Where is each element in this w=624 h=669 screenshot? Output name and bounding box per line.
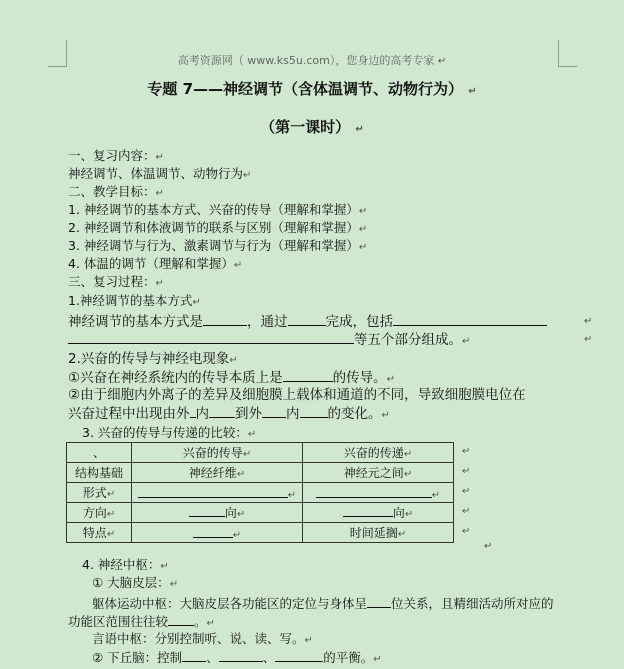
row-end-mark-icon: ↵ [462, 486, 471, 497]
table-cell [303, 483, 454, 503]
paragraph-mark-icon: ↵ [431, 489, 441, 501]
paragraph-mark-icon: ↵ [397, 529, 407, 540]
fill-blank[interactable] [219, 648, 263, 662]
table-cell: 向↵ [303, 503, 454, 523]
part-2-line-3: 兴奋过程中出现由外 内 到外 内 的变化。↵ [68, 406, 390, 422]
fill-blank[interactable] [168, 612, 194, 626]
table-cell [132, 483, 303, 503]
table-row [67, 503, 454, 523]
paragraph-mark-icon: ↵ [462, 336, 471, 347]
paragraph-mark-icon: ↵ [236, 509, 246, 520]
paragraph-mark-icon: ↵ [206, 618, 215, 629]
part-1-line-2: 等五个部分组成。↵ [68, 330, 470, 351]
table-row [67, 523, 454, 543]
paragraph-mark-icon: ↵ [404, 509, 414, 520]
part-3-heading: 3. 兴奋的传导与传递的比较：↵ [82, 425, 257, 440]
comparison-table [66, 442, 454, 543]
table-row [67, 443, 454, 463]
part-4-item-1: ① 大脑皮层：↵ [92, 575, 179, 590]
paragraph-mark-icon: ↵ [236, 469, 246, 480]
fill-blank[interactable] [193, 525, 233, 538]
table-cell: 、 [67, 443, 132, 463]
paragraph-mark-icon: ↵ [169, 579, 179, 590]
paragraph-mark-icon: ↵ [242, 449, 252, 460]
fill-blank[interactable] [393, 312, 547, 326]
paragraph-mark-icon: ↵ [287, 489, 297, 501]
row-end-mark-icon: ↵ [462, 466, 471, 477]
fill-blank[interactable] [367, 594, 391, 608]
paragraph-mark-icon: ↵ [355, 124, 364, 135]
paragraph-mark-icon: ↵ [160, 561, 169, 572]
paragraph-mark-icon: ↵ [232, 529, 242, 541]
fill-blank[interactable] [209, 404, 235, 418]
fill-blank[interactable] [275, 648, 323, 662]
document-subtitle [0, 116, 624, 137]
paragraph-mark-icon: ↵ [247, 429, 257, 440]
table-row-label: 形式↵ [67, 483, 132, 503]
paragraph-mark-icon: ↵ [106, 509, 116, 520]
fill-blank[interactable] [288, 312, 326, 326]
paragraph-mark-icon: ↵ [584, 316, 593, 327]
row-end-mark-icon: ↵ [462, 526, 471, 537]
paragraph-mark-icon: ↵ [468, 86, 477, 97]
table-cell: 时间延搁↵ [303, 523, 454, 543]
table-cell: 向↵ [132, 503, 303, 523]
paragraph-mark-icon: ↵ [358, 206, 368, 217]
part-1-line-1: 神经调节的基本方式是 ，通过 完成，包括 [68, 312, 547, 331]
table-header-cell: 兴奋的传递↵ [303, 443, 454, 463]
table-cell: 神经纤维↵ [132, 463, 303, 483]
paragraph-mark-icon: ↵ [106, 489, 116, 500]
row-end-mark-icon: ↵ [462, 506, 471, 517]
section-3-heading: 三、复习过程：↵ [68, 274, 164, 289]
section-1-content: 神经调节、体温调节、动物行为↵ [68, 166, 252, 181]
fill-blank[interactable] [300, 404, 328, 418]
paragraph-mark-icon: ↵ [304, 635, 313, 646]
paragraph-mark-icon: ↵ [484, 541, 493, 552]
table-cell [132, 523, 303, 543]
part-4-motor-line-2: 功能区范围往往较 。↵ [68, 614, 215, 629]
paragraph-mark-icon: ↵ [155, 152, 164, 163]
table-cell: 神经元之间↵ [303, 463, 454, 483]
paragraph-mark-icon: ↵ [403, 469, 413, 480]
title-text: 专题 7——神经调节（含体温调节、动物行为） [147, 80, 464, 98]
goal-item: 3. 神经调节与行为、激素调节与行为（理解和掌握）↵ [68, 238, 368, 253]
paragraph-mark-icon: ↵ [155, 188, 164, 199]
table-row-label: 方向↵ [67, 503, 132, 523]
fill-blank[interactable] [182, 648, 206, 662]
paragraph-mark-icon: ↵ [229, 355, 238, 366]
goal-item: 4. 体温的调节（理解和掌握）↵ [68, 256, 243, 271]
part-2-heading: 2.兴奋的传导与神经电现象↵ [68, 351, 238, 367]
goal-item: 1. 神经调节的基本方式、兴奋的传导（理解和掌握）↵ [68, 202, 368, 217]
paragraph-mark-icon: ↵ [155, 278, 164, 289]
fill-blank[interactable] [189, 504, 225, 517]
part-4-item-2: ② 下丘脑：控制 、 、 的平衡。↵ [92, 650, 382, 665]
table-row-label: 特点↵ [67, 523, 132, 543]
page-header [0, 52, 624, 68]
table-header-cell: 兴奋的传导↵ [132, 443, 303, 463]
fill-blank[interactable] [343, 504, 393, 517]
table-row [67, 463, 454, 483]
paragraph-mark-icon: ↵ [373, 654, 382, 665]
goal-item: 2. 神经调节和体液调节的联系与区别（理解和掌握）↵ [68, 220, 368, 235]
table-row [67, 483, 454, 503]
paragraph-mark-icon: ↵ [584, 334, 593, 345]
paragraph-mark-icon: ↵ [358, 224, 368, 235]
paragraph-mark-icon: ↵ [358, 242, 368, 253]
paragraph-mark-icon: ↵ [403, 449, 413, 460]
paragraph-mark-icon: ↵ [243, 170, 252, 181]
paragraph-mark-icon: ↵ [106, 529, 116, 540]
paragraph-mark-icon: ↵ [192, 297, 201, 308]
paragraph-mark-icon: ↵ [233, 260, 243, 271]
fill-blank[interactable] [283, 368, 333, 382]
part-2-line-1: ①兴奋在神经系统内的传导本质上是 的传导。↵ [68, 370, 395, 386]
part-2-line-2: ②由于细胞内外离子的差异及细胞膜上载体和通道的不同，导致细胞膜电位在 [68, 387, 526, 403]
paragraph-mark-icon: ↵ [437, 56, 447, 67]
row-end-mark-icon: ↵ [462, 446, 471, 457]
paragraph-mark-icon: ↵ [386, 374, 395, 385]
fill-blank[interactable] [68, 330, 354, 344]
section-2-heading: 二、教学目标：↵ [68, 184, 164, 199]
table-row-label: 结构基础 [67, 463, 132, 483]
paragraph-mark-icon: ↵ [381, 410, 390, 421]
section-1-heading: 一、复习内容：↵ [68, 148, 164, 163]
document-title [0, 78, 624, 99]
fill-blank[interactable] [138, 485, 288, 498]
part-1-heading: 1.神经调节的基本方式↵ [68, 293, 201, 308]
part-4-motor-line: 躯体运动中枢：大脑皮层各功能区的定位与身体呈 位关系，且精细活动所对应的 [92, 596, 554, 611]
part-4-language: 言语中枢：分别控制听、说、读、写。↵ [92, 631, 313, 646]
part-4-heading: 4. 神经中枢：↵ [82, 557, 169, 572]
fill-blank[interactable] [203, 312, 247, 326]
subtitle-text: （第一课时） [260, 118, 351, 136]
fill-blank[interactable] [262, 404, 286, 418]
header-text: 高考资源网（ www.ks5u.com），您身边的高考专家 [177, 54, 435, 67]
fill-blank[interactable] [316, 485, 432, 498]
